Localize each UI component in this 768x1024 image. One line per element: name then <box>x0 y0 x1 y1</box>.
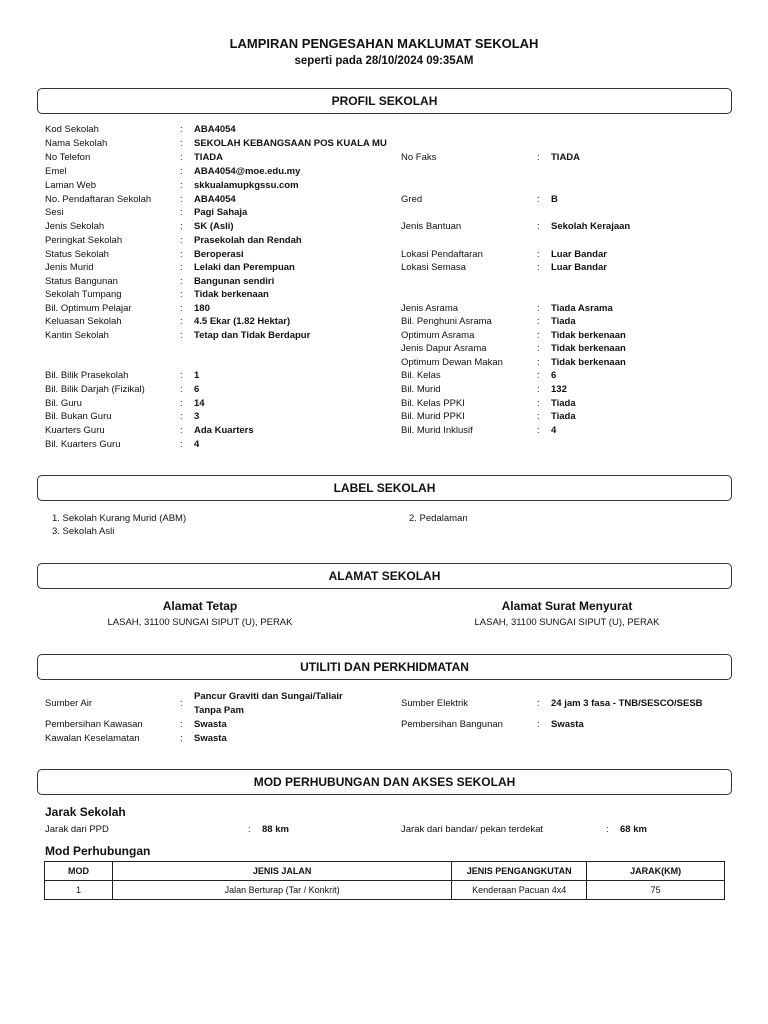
profil-field-label: Kuarters Guru <box>45 425 105 436</box>
column-header-jenis-pengangkutan: JENIS PENGANGKUTAN <box>452 862 587 881</box>
profil-field-label: Bil. Bukan Guru <box>45 411 112 422</box>
profil-field-label: Lokasi Semasa <box>401 262 466 273</box>
colon: : <box>537 719 540 730</box>
colon: : <box>537 384 540 395</box>
section-label-header: LABEL SEKOLAH <box>37 475 732 501</box>
document-title: LAMPIRAN PENGESAHAN MAKLUMAT SEKOLAH <box>229 36 539 51</box>
pembersihan-kawasan-label: Pembersihan Kawasan <box>45 719 143 730</box>
section-profil-header: PROFIL SEKOLAH <box>37 88 732 114</box>
profil-field-label: Status Bangunan <box>45 276 118 287</box>
label-item: 3. Sekolah Asli <box>52 526 115 537</box>
colon: : <box>537 316 540 327</box>
profil-field-label: No. Pendaftaran Sekolah <box>45 194 152 205</box>
colon: : <box>180 289 183 300</box>
pembersihan-bangunan-label: Pembersihan Bangunan <box>401 719 503 730</box>
table-cell-jarak: 75 <box>587 881 725 900</box>
profil-field-value: TIADA <box>551 152 581 163</box>
profil-field-label: Bil. Murid <box>401 384 441 395</box>
profil-field-value: TIADA <box>194 152 224 163</box>
profil-field-label: Jenis Bantuan <box>401 221 462 232</box>
profil-field-label: Optimum Dewan Makan <box>401 357 503 368</box>
colon: : <box>180 262 183 273</box>
pembersihan-bangunan-value: Swasta <box>551 719 584 730</box>
colon: : <box>180 249 183 260</box>
profil-field-value: Sekolah Kerajaan <box>551 221 631 232</box>
profil-field-value: Tidak berkenaan <box>194 289 269 300</box>
profil-field-value: Tidak berkenaan <box>551 343 626 354</box>
profil-field-label: Kantin Sekolah <box>45 330 109 341</box>
mod-perhubungan-heading: Mod Perhubungan <box>45 844 151 858</box>
profil-field-value: ABA4054 <box>194 194 236 205</box>
colon: : <box>537 194 540 205</box>
colon: : <box>180 698 183 709</box>
profil-field-label: Peringkat Sekolah <box>45 235 123 246</box>
table-header-row <box>45 862 725 881</box>
profil-field-value: 132 <box>551 384 567 395</box>
colon: : <box>180 370 183 381</box>
jarak-bandar-label: Jarak dari bandar/ pekan terdekat <box>401 824 544 835</box>
profil-field-value: 4.5 Ekar (1.82 Hektar) <box>194 316 291 327</box>
profil-field-label: Laman Web <box>45 180 97 191</box>
colon: : <box>537 262 540 273</box>
section-utiliti-header: UTILITI DAN PERKHIDMATAN <box>37 654 732 680</box>
alamat-tetap-heading: Alamat Tetap <box>162 599 238 613</box>
profil-field-label: Status Sekolah <box>45 249 109 260</box>
profil-field-value: skkualamupkgssu.com <box>194 180 299 191</box>
profil-field-value: B <box>551 194 558 205</box>
column-header-jarak: JARAK(KM) <box>587 862 725 881</box>
profil-field-value: Tidak berkenaan <box>551 357 626 368</box>
profil-field-label: Bil. Kelas <box>401 370 441 381</box>
profil-field-value: 180 <box>194 303 210 314</box>
colon: : <box>537 370 540 381</box>
profil-field-value: Tetap dan Tidak Berdapur <box>194 330 311 341</box>
pembersihan-kawasan-value: Swasta <box>194 719 227 730</box>
colon: : <box>180 276 183 287</box>
colon: : <box>180 719 183 730</box>
profil-field-value: Luar Bandar <box>551 249 607 260</box>
profil-field-label: Bil. Kuarters Guru <box>45 439 121 450</box>
profil-field-value: ABA4054@moe.edu.my <box>194 166 301 177</box>
kawalan-keselamatan-value: Swasta <box>194 733 227 744</box>
profil-field-label: Jenis Dapur Asrama <box>401 343 487 354</box>
jarak-sekolah-heading: Jarak Sekolah <box>45 805 126 819</box>
profil-field-label: Sekolah Tumpang <box>45 289 122 300</box>
colon: : <box>180 330 183 341</box>
profil-field-label: Keluasan Sekolah <box>45 316 122 327</box>
profil-field-label: Optimum Asrama <box>401 330 475 341</box>
colon: : <box>537 411 540 422</box>
profil-field-label: Bil. Penghuni Asrama <box>401 316 492 327</box>
profil-field-value: Tiada Asrama <box>551 303 613 314</box>
colon: : <box>180 235 183 246</box>
mod-perhubungan-table <box>44 861 725 900</box>
colon: : <box>180 207 183 218</box>
section-alamat-header: ALAMAT SEKOLAH <box>37 563 732 589</box>
profil-field-label: Gred <box>401 194 423 205</box>
profil-field-label: Bil. Optimum Pelajar <box>45 303 132 314</box>
profil-field-label: Sesi <box>45 207 64 218</box>
alamat-tetap-text: LASAH, 31100 SUNGAI SIPUT (U), PERAK <box>107 617 293 628</box>
colon: : <box>180 316 183 327</box>
profil-field-value: SK (Asli) <box>194 221 234 232</box>
colon: : <box>180 194 183 205</box>
profil-field-label: Jenis Sekolah <box>45 221 105 232</box>
sumber-elektrik-value: 24 jam 3 fasa - TNB/SESCO/SESB <box>551 698 703 709</box>
profil-field-value: Luar Bandar <box>551 262 607 273</box>
jarak-ppd-value: 88 km <box>262 824 289 835</box>
colon: : <box>180 152 183 163</box>
profil-field-value: 6 <box>551 370 557 381</box>
colon: : <box>180 411 183 422</box>
table-cell-mod: 1 <box>45 881 113 900</box>
profil-field-value: SEKOLAH KEBANGSAAN POS KUALA MU <box>194 138 387 149</box>
colon: : <box>537 357 540 368</box>
profil-field-label: Bil. Kelas PPKI <box>401 398 465 409</box>
colon: : <box>180 439 183 450</box>
colon: : <box>537 249 540 260</box>
profil-field-value: 4 <box>551 425 557 436</box>
profil-field-label: Lokasi Pendaftaran <box>401 249 483 260</box>
profil-field-value: Tiada <box>551 316 576 327</box>
colon: : <box>180 733 183 744</box>
colon: : <box>180 398 183 409</box>
profil-field-label: No Telefon <box>45 152 91 163</box>
colon: : <box>180 166 183 177</box>
colon: : <box>180 124 183 135</box>
colon: : <box>537 303 540 314</box>
profil-field-value: 3 <box>194 411 200 422</box>
sumber-air-label: Sumber Air <box>45 698 92 709</box>
label-item: 2. Pedalaman <box>409 513 468 524</box>
profil-field-value: Tidak berkenaan <box>551 330 626 341</box>
jarak-ppd-label: Jarak dari PPD <box>45 824 109 835</box>
table-row <box>45 881 725 900</box>
profil-field-label: Bil. Bilik Darjah (Fizikal) <box>45 384 145 395</box>
colon: : <box>180 425 183 436</box>
profil-field-value: Prasekolah dan Rendah <box>194 235 302 246</box>
colon: : <box>537 425 540 436</box>
table-cell-jenis-pengangkutan: Kenderaan Pacuan 4x4 <box>452 881 587 900</box>
jarak-bandar-value: 68 km <box>620 824 647 835</box>
profil-field-value: ABA4054 <box>194 124 236 135</box>
profil-field-value: 14 <box>194 398 205 409</box>
column-header-jenis-jalan: JENIS JALAN <box>112 862 451 881</box>
profil-field-label: Jenis Murid <box>45 262 94 273</box>
document-subtitle: seperti pada 28/10/2024 09:35AM <box>294 55 474 67</box>
profil-field-value: Bangunan sendiri <box>194 276 275 287</box>
colon: : <box>537 330 540 341</box>
profil-field-value: Beroperasi <box>194 249 244 260</box>
profil-field-label: Emel <box>45 166 67 177</box>
colon: : <box>537 398 540 409</box>
colon: : <box>248 824 251 835</box>
alamat-surat-text: LASAH, 31100 SUNGAI SIPUT (U), PERAK <box>474 617 660 628</box>
colon: : <box>537 221 540 232</box>
profil-field-value: 1 <box>194 370 200 381</box>
colon: : <box>180 303 183 314</box>
colon: : <box>606 824 609 835</box>
profil-field-value: Pagi Sahaja <box>194 207 248 218</box>
profil-field-value: Lelaki dan Perempuan <box>194 262 295 273</box>
colon: : <box>180 138 183 149</box>
profil-field-value: Tiada <box>551 398 576 409</box>
profil-field-value: 6 <box>194 384 200 395</box>
profil-field-value: Tiada <box>551 411 576 422</box>
column-header-mod: MOD <box>45 862 113 881</box>
profil-field-label: No Faks <box>401 152 437 163</box>
profil-field-label: Jenis Asrama <box>401 303 459 314</box>
table-cell-jenis-jalan: Jalan Berturap (Tar / Konkrit) <box>112 881 451 900</box>
profil-field-label: Kod Sekolah <box>45 124 99 135</box>
profil-field-value: Ada Kuarters <box>194 425 254 436</box>
section-mod-header: MOD PERHUBUNGAN DAN AKSES SEKOLAH <box>37 769 732 795</box>
sumber-air-value-cont: Tanpa Pam <box>194 705 244 716</box>
colon: : <box>537 698 540 709</box>
sumber-elektrik-label: Sumber Elektrik <box>401 698 469 709</box>
colon: : <box>180 221 183 232</box>
colon: : <box>180 180 183 191</box>
profil-field-label: Bil. Bilik Prasekolah <box>45 370 129 381</box>
colon: : <box>537 152 540 163</box>
profil-field-label: Bil. Murid PPKI <box>401 411 465 422</box>
profil-field-value: 4 <box>194 439 200 450</box>
colon: : <box>537 343 540 354</box>
profil-field-label: Nama Sekolah <box>45 138 108 149</box>
kawalan-keselamatan-label: Kawalan Keselamatan <box>45 733 140 744</box>
label-item: 1. Sekolah Kurang Murid (ABM) <box>52 513 187 524</box>
profil-field-label: Bil. Guru <box>45 398 82 409</box>
sumber-air-value: Pancur Graviti dan Sungai/Taliair <box>194 691 343 702</box>
profil-field-label: Bil. Murid Inklusif <box>401 425 473 436</box>
colon: : <box>180 384 183 395</box>
alamat-surat-heading: Alamat Surat Menyurat <box>501 599 633 613</box>
